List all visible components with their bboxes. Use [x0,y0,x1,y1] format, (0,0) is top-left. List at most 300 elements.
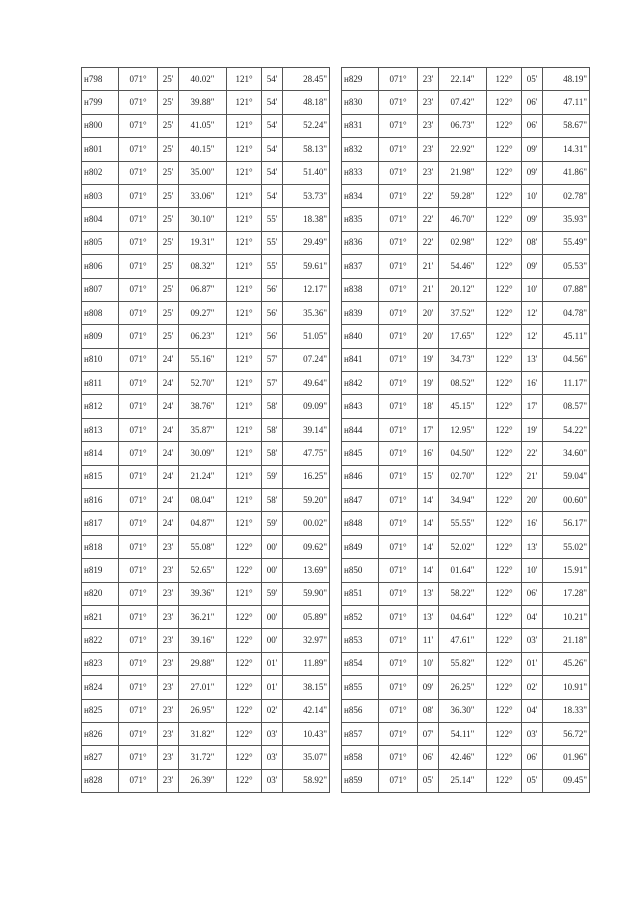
coord-b-degrees: 122° [487,161,522,184]
coord-b-seconds: 45.11" [543,325,590,348]
coord-a-seconds: 06.23" [179,325,227,348]
coord-b-degrees: 122° [487,418,522,441]
coord-a-degrees: 071° [119,114,158,137]
coord-b-minutes: 06' [522,582,543,605]
coord-a-minutes: 25' [158,138,179,161]
point-id: н822 [82,629,119,652]
coord-a-degrees: 071° [119,676,158,699]
coord-a-minutes: 24' [158,512,179,535]
point-id: н857 [342,722,379,745]
coord-a-minutes: 23' [158,746,179,769]
point-id: н823 [82,652,119,675]
coord-a-minutes: 24' [158,489,179,512]
coord-b-minutes: 58' [262,442,283,465]
coord-b-minutes: 10' [522,278,543,301]
coord-a-minutes: 24' [158,418,179,441]
coord-b-minutes: 01' [522,652,543,675]
coord-b-minutes: 00' [262,559,283,582]
coord-a-degrees: 071° [379,161,418,184]
coord-a-degrees: 071° [379,184,418,207]
table-row [342,301,590,324]
coord-b-degrees: 122° [227,676,262,699]
coord-a-minutes: 25' [158,161,179,184]
table-row [342,746,590,769]
coord-b-minutes: 21' [522,465,543,488]
coord-a-degrees: 071° [119,278,158,301]
table-row [82,582,330,605]
coord-a-minutes: 07' [418,722,439,745]
coord-a-minutes: 24' [158,348,179,371]
coord-b-seconds: 51.05" [283,325,330,348]
coord-a-degrees: 071° [379,325,418,348]
coord-b-minutes: 00' [262,629,283,652]
coord-a-minutes: 25' [158,114,179,137]
coord-a-minutes: 20' [418,325,439,348]
coord-b-minutes: 13' [522,535,543,558]
coord-a-minutes: 06' [418,746,439,769]
coord-a-degrees: 071° [119,372,158,395]
coord-a-seconds: 30.10" [179,208,227,231]
coord-b-seconds: 10.91" [543,676,590,699]
coord-b-minutes: 09' [522,138,543,161]
coord-b-minutes: 59' [262,582,283,605]
table-row [82,489,330,512]
coord-b-minutes: 12' [522,325,543,348]
point-id: н856 [342,699,379,722]
point-id: н832 [342,138,379,161]
point-id: н824 [82,676,119,699]
coord-b-seconds: 59.04" [543,465,590,488]
coord-a-seconds: 04.50" [439,442,487,465]
point-id: н812 [82,395,119,418]
point-id: н834 [342,184,379,207]
coord-b-degrees: 122° [227,535,262,558]
coord-b-minutes: 57' [262,372,283,395]
coord-a-seconds: 04.64" [439,605,487,628]
point-id: н805 [82,231,119,254]
coord-b-minutes: 16' [522,372,543,395]
point-id: н814 [82,442,119,465]
coord-a-degrees: 071° [119,255,158,278]
point-id: н804 [82,208,119,231]
coord-a-minutes: 25' [158,208,179,231]
coord-a-seconds: 38.76" [179,395,227,418]
coord-a-seconds: 39.16" [179,629,227,652]
coord-b-degrees: 121° [227,114,262,137]
coord-b-seconds: 05.53" [543,255,590,278]
point-id: н839 [342,301,379,324]
coord-a-minutes: 23' [158,769,179,792]
coord-b-seconds: 48.19" [543,68,590,91]
coord-a-degrees: 071° [379,652,418,675]
coord-b-degrees: 122° [487,699,522,722]
coord-b-minutes: 09' [522,208,543,231]
coord-b-minutes: 54' [262,114,283,137]
coord-a-minutes: 25' [158,301,179,324]
coord-a-seconds: 54.11" [439,722,487,745]
coord-a-degrees: 071° [379,372,418,395]
point-id: н859 [342,769,379,792]
coord-a-minutes: 05' [418,769,439,792]
coord-b-degrees: 122° [487,395,522,418]
coord-a-minutes: 23' [158,582,179,605]
coord-b-seconds: 35.93" [543,208,590,231]
coord-a-degrees: 071° [379,559,418,582]
coord-a-degrees: 071° [119,442,158,465]
coord-b-minutes: 20' [522,489,543,512]
coord-b-minutes: 08' [522,231,543,254]
coord-b-degrees: 122° [487,629,522,652]
coord-b-minutes: 00' [262,605,283,628]
coord-a-degrees: 071° [119,395,158,418]
coord-b-degrees: 121° [227,184,262,207]
coord-a-minutes: 23' [158,629,179,652]
coord-b-degrees: 122° [487,348,522,371]
table-row [82,68,330,91]
coord-a-seconds: 04.87" [179,512,227,535]
coord-b-seconds: 52.24" [283,114,330,137]
coord-a-minutes: 25' [158,325,179,348]
coord-a-minutes: 16' [418,442,439,465]
coord-a-degrees: 071° [119,559,158,582]
coord-b-minutes: 13' [522,348,543,371]
coord-a-seconds: 09.27" [179,301,227,324]
coord-a-seconds: 08.04" [179,489,227,512]
coord-a-minutes: 24' [158,465,179,488]
coord-a-degrees: 071° [379,208,418,231]
coord-a-degrees: 071° [379,722,418,745]
table-row [342,184,590,207]
coord-a-degrees: 071° [119,301,158,324]
coord-b-seconds: 17.28" [543,582,590,605]
coord-b-seconds: 21.18" [543,629,590,652]
table-row [342,559,590,582]
coord-b-seconds: 47.11" [543,91,590,114]
coord-a-seconds: 27.01" [179,676,227,699]
coord-b-minutes: 03' [262,746,283,769]
coord-b-minutes: 54' [262,184,283,207]
point-id: н829 [342,68,379,91]
table-row [342,208,590,231]
coord-a-minutes: 23' [418,68,439,91]
table-row [342,395,590,418]
coord-b-minutes: 00' [262,535,283,558]
coord-a-seconds: 41.05" [179,114,227,137]
table-row [82,676,330,699]
point-id: н803 [82,184,119,207]
coord-a-minutes: 23' [158,676,179,699]
coord-b-minutes: 02' [522,676,543,699]
coord-a-minutes: 23' [158,652,179,675]
coord-a-seconds: 01.64" [439,559,487,582]
point-id: н850 [342,559,379,582]
coord-a-minutes: 23' [158,605,179,628]
coord-a-seconds: 08.52" [439,372,487,395]
table-row [342,442,590,465]
coord-b-degrees: 122° [227,769,262,792]
point-id: н842 [342,372,379,395]
coord-b-minutes: 06' [522,746,543,769]
coord-a-degrees: 071° [119,91,158,114]
coord-b-seconds: 29.49" [283,231,330,254]
table-row [342,605,590,628]
coord-a-degrees: 071° [119,769,158,792]
coord-b-seconds: 12.17" [283,278,330,301]
table-row [82,278,330,301]
coord-a-seconds: 54.46" [439,255,487,278]
coord-b-minutes: 06' [522,114,543,137]
coord-a-degrees: 071° [119,231,158,254]
point-id: н808 [82,301,119,324]
point-id: н807 [82,278,119,301]
point-id: н821 [82,605,119,628]
coord-a-minutes: 24' [158,442,179,465]
table-row [342,652,590,675]
coord-a-degrees: 071° [119,138,158,161]
coord-b-minutes: 03' [262,722,283,745]
point-id: н833 [342,161,379,184]
coord-b-seconds: 58.13" [283,138,330,161]
coord-a-minutes: 08' [418,699,439,722]
coord-a-seconds: 33.06" [179,184,227,207]
coord-a-degrees: 071° [379,114,418,137]
coord-b-minutes: 06' [522,91,543,114]
point-id: н855 [342,676,379,699]
coord-a-seconds: 08.32" [179,255,227,278]
table-row [82,348,330,371]
coord-b-seconds: 14.31" [543,138,590,161]
coord-b-seconds: 13.69" [283,559,330,582]
point-id: н847 [342,489,379,512]
coord-b-seconds: 59.90" [283,582,330,605]
coord-a-degrees: 071° [379,489,418,512]
table-row [342,629,590,652]
coord-b-minutes: 55' [262,255,283,278]
coord-b-degrees: 122° [227,629,262,652]
table-row [342,278,590,301]
point-id: н827 [82,746,119,769]
table-row [82,161,330,184]
coord-b-degrees: 122° [487,605,522,628]
point-id: н813 [82,418,119,441]
point-id: н819 [82,559,119,582]
coord-a-seconds: 26.25" [439,676,487,699]
coord-a-seconds: 58.22" [439,582,487,605]
table-row [82,652,330,675]
coord-b-seconds: 18.38" [283,208,330,231]
table-row [82,418,330,441]
coord-a-minutes: 25' [158,278,179,301]
coord-b-minutes: 17' [522,395,543,418]
point-id: н820 [82,582,119,605]
coord-b-minutes: 55' [262,231,283,254]
coord-b-degrees: 122° [487,512,522,535]
coord-a-seconds: 07.42" [439,91,487,114]
coord-a-degrees: 071° [379,535,418,558]
coord-b-seconds: 32.97" [283,629,330,652]
coord-b-degrees: 122° [487,301,522,324]
coord-b-degrees: 121° [227,372,262,395]
table-row [82,114,330,137]
coord-b-degrees: 122° [487,208,522,231]
coord-a-seconds: 17.65" [439,325,487,348]
coord-a-minutes: 25' [158,231,179,254]
coord-b-minutes: 01' [262,676,283,699]
coord-a-seconds: 26.95" [179,699,227,722]
coord-b-seconds: 42.14" [283,699,330,722]
coord-a-degrees: 071° [379,676,418,699]
coord-a-seconds: 06.73" [439,114,487,137]
coord-a-seconds: 02.98" [439,231,487,254]
point-id: н841 [342,348,379,371]
coord-b-degrees: 122° [227,652,262,675]
coord-b-degrees: 122° [487,465,522,488]
point-id: н837 [342,255,379,278]
coord-b-degrees: 122° [487,676,522,699]
coord-a-degrees: 071° [379,582,418,605]
coord-a-seconds: 37.52" [439,301,487,324]
coord-b-minutes: 58' [262,489,283,512]
coord-a-minutes: 23' [418,91,439,114]
coord-a-seconds: 47.61" [439,629,487,652]
table-row [82,372,330,395]
coord-a-degrees: 071° [119,722,158,745]
coord-a-minutes: 13' [418,605,439,628]
coord-b-minutes: 03' [522,629,543,652]
coord-b-degrees: 121° [227,231,262,254]
coord-b-degrees: 122° [487,91,522,114]
table-row [82,559,330,582]
coord-a-degrees: 071° [119,161,158,184]
point-id: н830 [342,91,379,114]
coord-a-minutes: 24' [158,372,179,395]
coord-b-seconds: 34.60" [543,442,590,465]
coord-a-seconds: 36.30" [439,699,487,722]
point-id: н844 [342,418,379,441]
coord-b-degrees: 121° [227,489,262,512]
point-id: н828 [82,769,119,792]
coord-a-minutes: 21' [418,278,439,301]
table-row [82,746,330,769]
coord-b-seconds: 35.36" [283,301,330,324]
coord-a-seconds: 39.36" [179,582,227,605]
coord-a-seconds: 59.28" [439,184,487,207]
coord-b-degrees: 121° [227,68,262,91]
coord-a-seconds: 55.16" [179,348,227,371]
coord-a-degrees: 071° [119,208,158,231]
point-id: н836 [342,231,379,254]
coord-a-degrees: 071° [119,512,158,535]
coord-b-seconds: 04.78" [543,301,590,324]
coord-a-seconds: 29.88" [179,652,227,675]
table-row [82,722,330,745]
coord-b-seconds: 18.33" [543,699,590,722]
coord-b-degrees: 122° [487,184,522,207]
coord-b-seconds: 35.07" [283,746,330,769]
coord-b-minutes: 55' [262,208,283,231]
point-id: н843 [342,395,379,418]
coord-b-seconds: 47.75" [283,442,330,465]
coord-b-minutes: 04' [522,605,543,628]
coord-b-seconds: 02.78" [543,184,590,207]
coord-a-seconds: 42.46" [439,746,487,769]
coord-a-minutes: 10' [418,652,439,675]
table-row [342,465,590,488]
point-id: н848 [342,512,379,535]
point-id: н806 [82,255,119,278]
coord-b-degrees: 122° [487,769,522,792]
coord-b-degrees: 121° [227,301,262,324]
coord-b-seconds: 39.14" [283,418,330,441]
point-id: н852 [342,605,379,628]
coord-a-minutes: 11' [418,629,439,652]
table-row [342,512,590,535]
table-row [82,535,330,558]
point-id: н846 [342,465,379,488]
table-row [342,535,590,558]
coord-a-minutes: 25' [158,184,179,207]
coord-a-minutes: 19' [418,372,439,395]
point-id: н801 [82,138,119,161]
coord-b-minutes: 09' [522,161,543,184]
coord-a-degrees: 071° [119,582,158,605]
point-id: н800 [82,114,119,137]
coord-a-seconds: 36.21" [179,605,227,628]
coord-b-seconds: 11.17" [543,372,590,395]
table-row [342,91,590,114]
coord-b-minutes: 56' [262,301,283,324]
coord-b-degrees: 122° [487,559,522,582]
point-id: н799 [82,91,119,114]
coord-b-seconds: 56.17" [543,512,590,535]
table-row [82,138,330,161]
coord-b-seconds: 58.67" [543,114,590,137]
coord-a-degrees: 071° [379,278,418,301]
point-id: н838 [342,278,379,301]
coord-b-seconds: 55.49" [543,231,590,254]
table-row [342,138,590,161]
coord-a-minutes: 24' [158,395,179,418]
coord-a-degrees: 071° [119,605,158,628]
coord-a-seconds: 52.65" [179,559,227,582]
point-id: н845 [342,442,379,465]
coord-a-minutes: 21' [418,255,439,278]
coord-b-seconds: 59.20" [283,489,330,512]
coord-b-minutes: 56' [262,278,283,301]
coord-b-seconds: 09.09" [283,395,330,418]
coord-b-degrees: 122° [487,442,522,465]
table-row [82,231,330,254]
coord-a-degrees: 071° [379,699,418,722]
coord-b-degrees: 121° [227,512,262,535]
coord-a-seconds: 26.39" [179,769,227,792]
coord-b-seconds: 55.02" [543,535,590,558]
coord-a-minutes: 23' [158,559,179,582]
table-row [342,769,590,792]
coord-b-seconds: 15.91" [543,559,590,582]
table-row [82,629,330,652]
coord-a-minutes: 14' [418,559,439,582]
coord-b-minutes: 56' [262,325,283,348]
coord-b-degrees: 121° [227,255,262,278]
table-row [342,699,590,722]
point-id: н798 [82,68,119,91]
coord-a-seconds: 40.02" [179,68,227,91]
table-body [82,68,330,793]
table-row [342,722,590,745]
coord-a-seconds: 35.87" [179,418,227,441]
coord-b-degrees: 121° [227,395,262,418]
